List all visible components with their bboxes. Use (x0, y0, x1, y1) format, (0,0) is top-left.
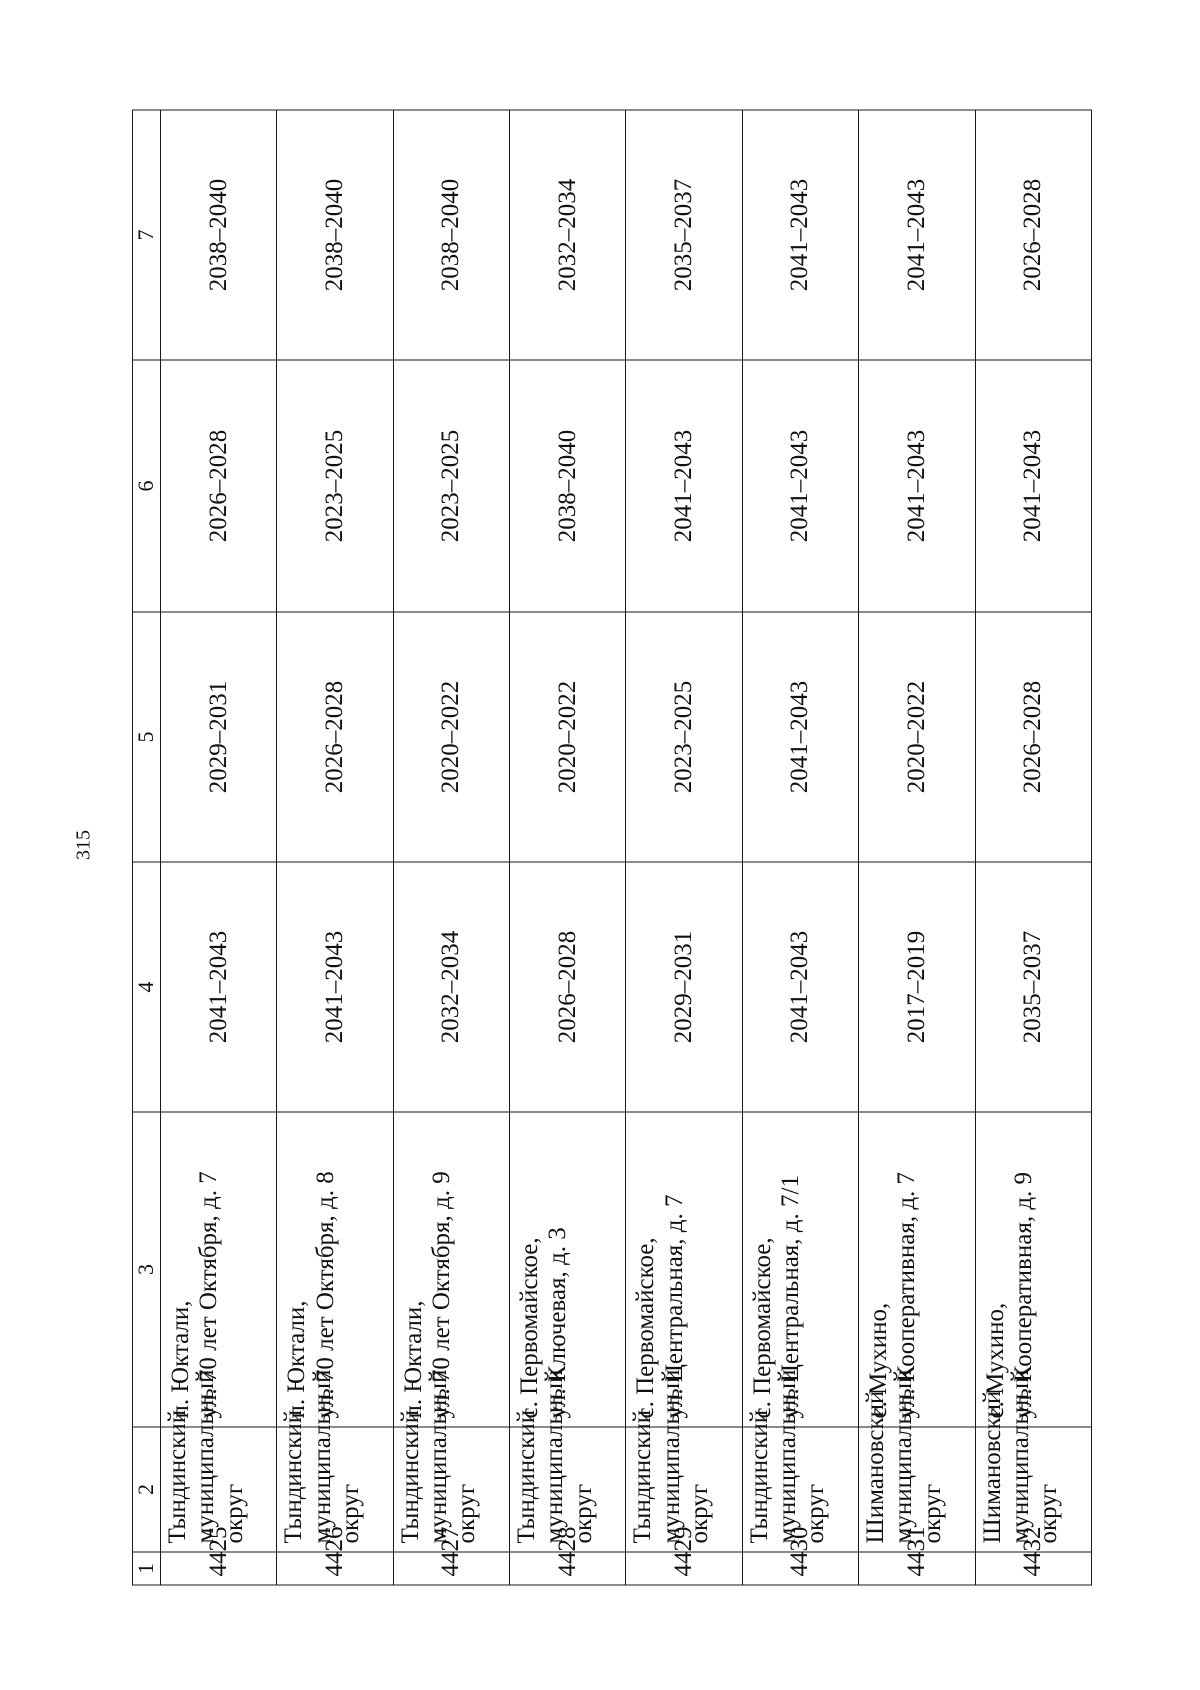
okrug-cell (859, 1369, 975, 1552)
table-row (626, 110, 742, 1585)
year-range-cell: 2020–2022 (393, 612, 509, 862)
okrug-line: Тындинский (513, 1409, 541, 1544)
row-number-cell: 4428 (510, 1552, 626, 1585)
address-line: ул. Центральная, д. 7/1 (777, 1175, 805, 1419)
year-range-cell: 2041–2043 (859, 360, 975, 612)
okrug-cell (277, 1369, 393, 1552)
okrug-cell (510, 1369, 626, 1552)
okrug-line: округ (685, 1483, 713, 1544)
page-number: 315 (72, 830, 95, 860)
address-line: ул. Кооперативная, д. 7 (893, 1171, 921, 1419)
year-range-cell: 2035–2037 (626, 110, 742, 360)
column-header: 3 (133, 1112, 161, 1427)
address-cell (626, 1112, 742, 1427)
year-range-cell: 2020–2022 (510, 612, 626, 862)
year-range-cell: 2041–2043 (626, 360, 742, 612)
table-row (393, 110, 509, 1585)
address-cell (975, 1112, 1091, 1427)
okrug-line: округ (569, 1483, 597, 1544)
table-row (742, 110, 858, 1585)
okrug-line: муниципальный (774, 1369, 802, 1544)
table-body (133, 110, 1092, 1585)
year-range-cell: 2041–2043 (742, 110, 858, 360)
year-range-cell: 2041–2043 (742, 360, 858, 612)
year-range-cell: 2026–2028 (161, 360, 277, 612)
row-number-cell: 4425 (161, 1552, 277, 1585)
year-range-cell: 2041–2043 (859, 110, 975, 360)
address-cell (161, 1112, 277, 1427)
year-range-cell: 2026–2028 (277, 612, 393, 862)
address-cell (277, 1112, 393, 1427)
okrug-line: муниципальный (1006, 1369, 1034, 1544)
okrug-cell (161, 1369, 277, 1552)
table-row (161, 110, 277, 1585)
row-number-cell: 4429 (626, 1552, 742, 1585)
column-header: 7 (133, 110, 161, 360)
okrug-line: Тындинский (629, 1409, 657, 1544)
table-row (859, 110, 975, 1585)
okrug-cell (742, 1369, 858, 1552)
table-row (975, 110, 1091, 1585)
year-range-cell: 2026–2028 (975, 612, 1091, 862)
address-line: с. Первомайское, (632, 1237, 660, 1419)
okrug-line: муниципальный (890, 1369, 918, 1544)
year-range-cell: 2020–2022 (859, 612, 975, 862)
okrug-line: округ (802, 1483, 830, 1544)
year-range-cell: 2032–2034 (393, 862, 509, 1112)
row-number-cell: 4431 (859, 1552, 975, 1585)
okrug-line: муниципальный (308, 1369, 336, 1544)
year-range-cell: 2026–2028 (975, 110, 1091, 360)
okrug-line: муниципальный (657, 1369, 685, 1544)
okrug-line: Тындинский (164, 1409, 192, 1544)
year-range-cell: 2035–2037 (975, 862, 1091, 1112)
year-range-cell: 2038–2040 (277, 110, 393, 360)
address-line: с. Мухино, (865, 1302, 893, 1419)
address-line: ул. Центральная, д. 7 (660, 1194, 688, 1419)
column-header: 5 (133, 612, 161, 862)
address-line: ул. 70 лет Октября, д. 9 (428, 1171, 456, 1419)
year-range-cell: 2023–2025 (277, 360, 393, 612)
address-line: п. Юктали, (167, 1300, 195, 1419)
okrug-cell (975, 1369, 1091, 1552)
table-wrapper (132, 111, 1092, 1586)
okrug-line: Тындинский (280, 1409, 308, 1544)
year-range-cell: 2032–2034 (510, 110, 626, 360)
table-row (277, 110, 393, 1585)
address-cell (742, 1112, 858, 1427)
row-number-cell: 4426 (277, 1552, 393, 1585)
address-line: п. Юктали, (283, 1300, 311, 1419)
okrug-line: Тындинский (396, 1409, 424, 1544)
year-range-cell: 2017–2019 (859, 862, 975, 1112)
okrug-line: муниципальный (541, 1369, 569, 1544)
column-header: 6 (133, 360, 161, 612)
column-header: 4 (133, 862, 161, 1112)
okrug-cell (393, 1369, 509, 1552)
column-header: 2 (133, 1427, 161, 1552)
okrug-line: округ (220, 1483, 248, 1544)
address-line: ул. 70 лет Октября, д. 7 (195, 1171, 223, 1419)
address-line: с. Первомайское, (748, 1237, 776, 1419)
okrug-line: муниципальный (425, 1369, 453, 1544)
row-number-cell: 4427 (393, 1552, 509, 1585)
address-line: ул. Кооперативная, д. 9 (1009, 1171, 1037, 1419)
okrug-line: округ (336, 1483, 364, 1544)
address-cell (859, 1112, 975, 1427)
year-range-cell: 2038–2040 (510, 360, 626, 612)
okrug-line: округ (1035, 1483, 1063, 1544)
year-range-cell: 2026–2028 (510, 862, 626, 1112)
row-number-cell: 4432 (975, 1552, 1091, 1585)
okrug-line: Шимановский (978, 1390, 1006, 1544)
housing-schedule-table (132, 110, 1092, 1586)
okrug-line: Тындинский (745, 1409, 773, 1544)
address-line: с. Мухино, (981, 1302, 1009, 1419)
okrug-line: округ (453, 1483, 481, 1544)
table-header-row (133, 110, 161, 1585)
okrug-line: муниципальный (192, 1369, 220, 1544)
okrug-line: округ (918, 1483, 946, 1544)
year-range-cell: 2041–2043 (161, 862, 277, 1112)
year-range-cell: 2029–2031 (161, 612, 277, 862)
year-range-cell: 2023–2025 (626, 612, 742, 862)
year-range-cell: 2029–2031 (626, 862, 742, 1112)
year-range-cell: 2038–2040 (161, 110, 277, 360)
table-row (510, 110, 626, 1585)
address-line: ул. 70 лет Октября, д. 8 (311, 1171, 339, 1419)
year-range-cell: 2041–2043 (742, 862, 858, 1112)
column-header: 1 (133, 1552, 161, 1585)
year-range-cell: 2041–2043 (277, 862, 393, 1112)
year-range-cell: 2041–2043 (742, 612, 858, 862)
okrug-line: Шимановский (862, 1390, 890, 1544)
address-cell (510, 1112, 626, 1427)
year-range-cell: 2023–2025 (393, 360, 509, 612)
address-line: с. Первомайское, (516, 1237, 544, 1419)
address-line: ул. Ключевая, д. 3 (544, 1227, 572, 1419)
okrug-cell (626, 1369, 742, 1552)
address-cell (393, 1112, 509, 1427)
address-line: п. Юктали, (399, 1300, 427, 1419)
year-range-cell: 2041–2043 (975, 360, 1091, 612)
row-number-cell: 4430 (742, 1552, 858, 1585)
year-range-cell: 2038–2040 (393, 110, 509, 360)
